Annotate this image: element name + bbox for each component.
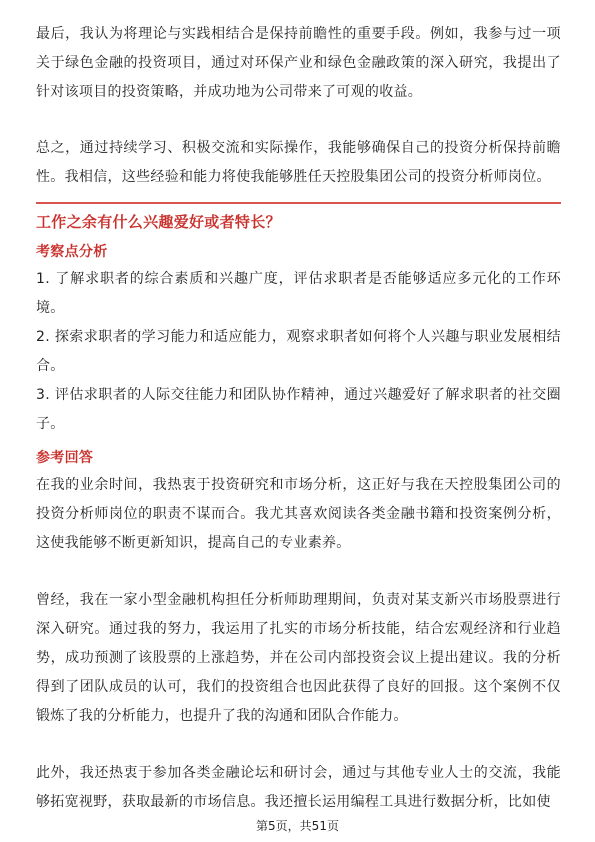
paragraph-conclusion: 总之，通过持续学习、积极交流和实际操作，我能够确保自己的投资分析保持前瞻性。我相信，这些经验和能力将使我能够胜任天控股集团公司的投资分析师岗位。 xyxy=(36,140,561,185)
reference-title: 参考回答 xyxy=(36,450,94,466)
answer-paragraph: 此外，我还热衷于参加各类金融论坛和研讨会，通过与其他专业人士的交流，我能够拓宽视野，获取最新的市场信息。我还擅长运用编程工具进行数据分析，比如使 xyxy=(36,765,561,810)
page-number: 第5页，共51页 xyxy=(256,819,339,833)
answer-paragraph: 在我的业余时间，我热衷于投资研究和市场分析，这正好与我在天控股集团公司的投资分析师岗位的职责不谋而合。我尤其喜欢阅读各类金融书籍和投资案例分析，这使我能够不断更新知识，提高自己的专业素养。 xyxy=(36,477,561,551)
paragraph-theory-practice: 最后，我认为将理论与实践相结合是保持前瞻性的重要手段。例如，我参与过一项关于绿色金融的投资项目，通过对环保产业和绿色金融政策的深入研究，我提出了针对该项目的投资策略，并成功地为公司带来了可观的收益。 xyxy=(36,26,561,100)
answer-paragraph: 曾经，我在一家小型金融机构担任分析师助理期间，负责对某支新兴市场股票进行深入研究。通过我的努力，我运用了扎实的市场分析技能，结合宏观经济和行业趋势，成功预测了该股票的上涨趋势，并在公司内部投资会议上提出建议。我的分析得到了团队成员的认可，我们的投资组合也因此获得了良好的回报。这个案例不仅锻炼了我的分析能力，也提升了我的沟通和团队合作能力。 xyxy=(36,592,561,724)
question-heading: 工作之余有什么兴趣爱好或者特长？ xyxy=(36,213,281,231)
list-item: 3. 评估求职者的人际交往能力和团队协作精神，通过兴趣爱好了解求职者的社交圈子。 xyxy=(36,387,561,432)
list-item: 1. 了解求职者的综合素质和兴趣广度，评估求职者是否能够适应多元化的工作环境。 xyxy=(36,271,561,316)
list-item: 2. 探索求职者的学习能力和适应能力，观察求职者如何将个人兴趣与职业发展相结合。 xyxy=(36,329,561,374)
analysis-list xyxy=(36,265,561,439)
section-divider xyxy=(36,202,561,204)
analysis-title: 考察点分析 xyxy=(36,244,108,260)
document-page xyxy=(36,0,561,842)
